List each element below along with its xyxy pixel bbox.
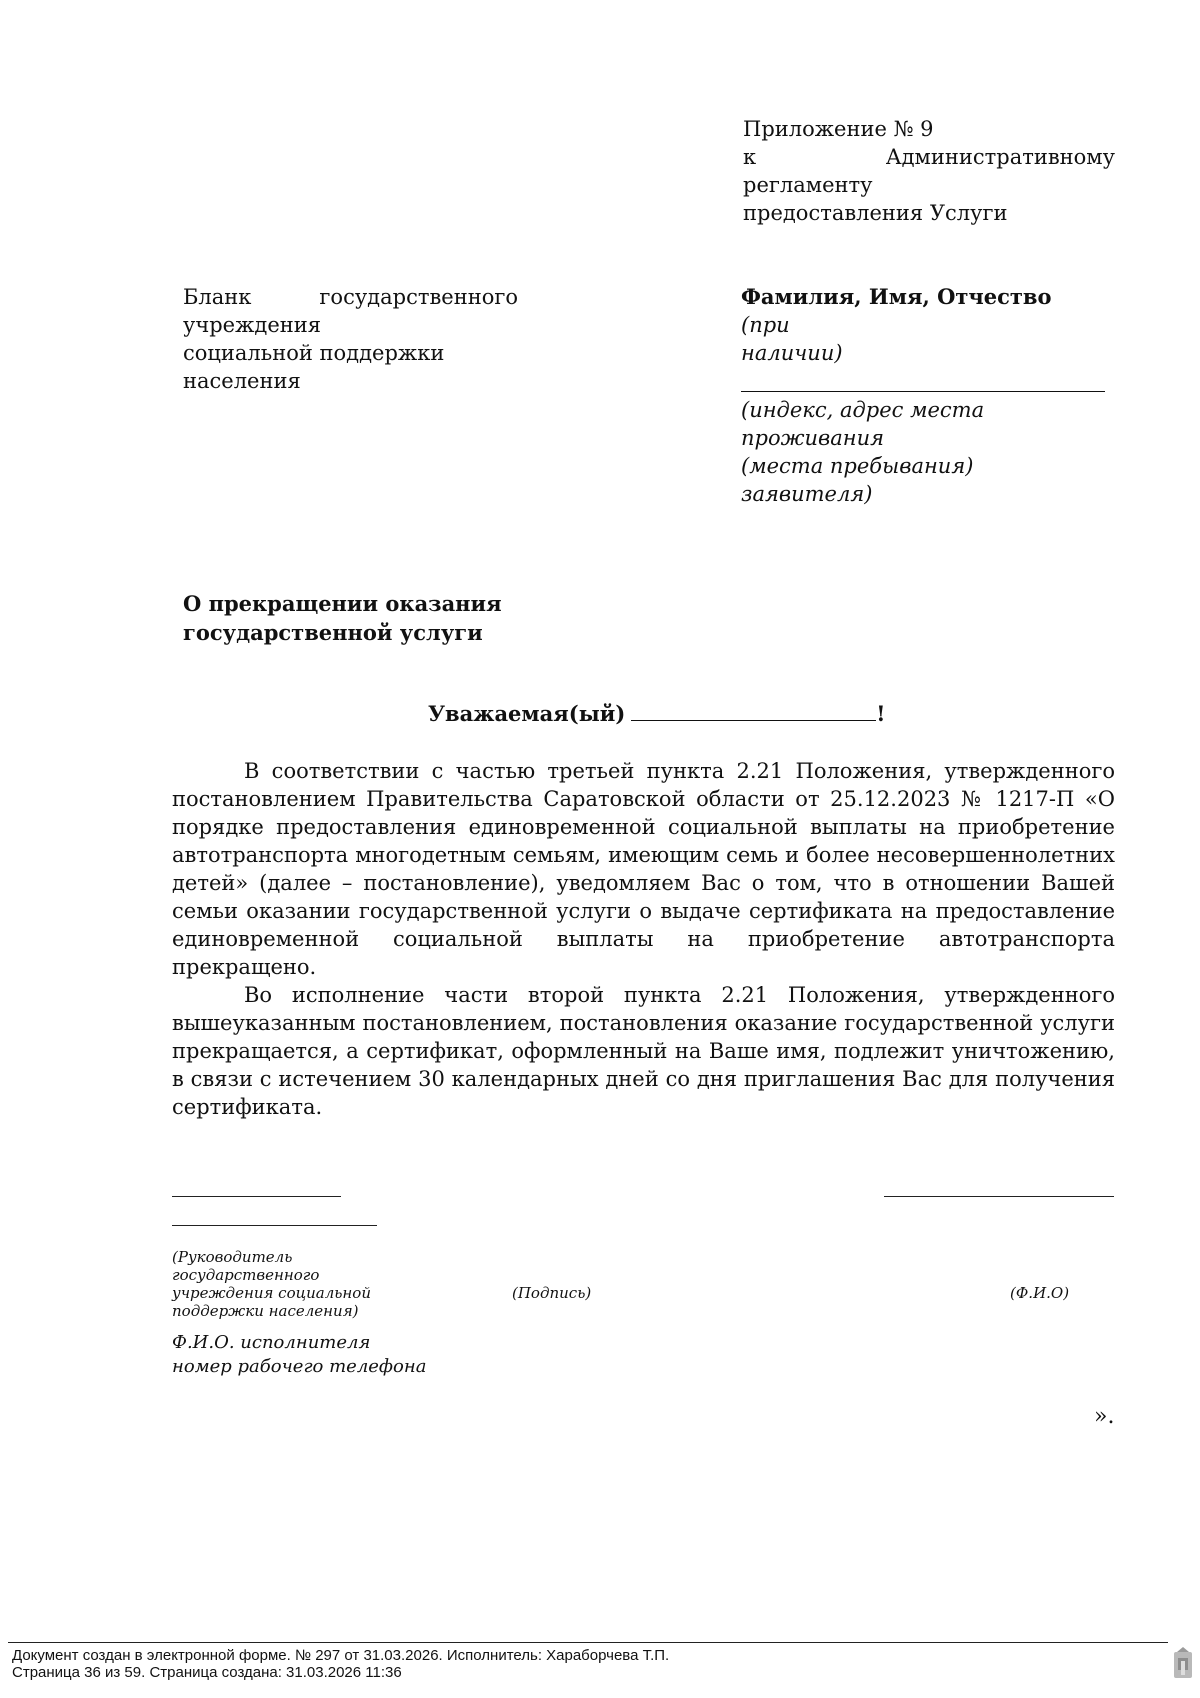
signature-position-line-2 xyxy=(172,1225,377,1226)
recipient-name-note-2: наличии) xyxy=(741,341,843,365)
body-paragraph-2: Во исполнение части второй пункта 2.21 Положения, утвержденного вышеуказанным постановлением, постановления оказание государственной услуги прекращается, а сертификат, оформленный на Ваше имя, подлежит уничтожению, в связи с истечением 30 календарных дней со дня приглашения Вас для получения сертификата. xyxy=(172,983,1115,1119)
recipient-address-label-2: (места пребывания) заявителя) xyxy=(741,454,974,506)
closing-quote: ». xyxy=(1094,1404,1115,1429)
blank-word-state: государственного xyxy=(319,285,518,309)
body-paragraph-1: В соответствии с частью третьей пункта 2.21 Положения, утвержденного постановлением Правительства Саратовской области от 25.12.2023 № 1217-П «О порядке предоставления единовременной социальной выплаты на приобретение автотранспорта многодетным семьям, имеющим семь и более несовершеннолетних детей» (далее – постановление), уведомляем Вас о том, что в отношении Вашей семьи оказании государственной услуги о выдаче сертификата на предоставление единовременной социальной выплаты на приобретение автотранспорта прекращено. xyxy=(172,759,1115,979)
head-label-line-3: поддержки населения) xyxy=(172,1302,359,1320)
signature-position-line-1 xyxy=(172,1196,341,1197)
recipient-name-note-1: (при xyxy=(741,313,790,337)
document-footer xyxy=(12,1647,669,1681)
recipient-address-underline xyxy=(741,367,1105,392)
recipient-block xyxy=(741,283,1105,508)
signature-fio-label: (Ф.И.О) xyxy=(1010,1284,1070,1302)
blank-line-1 xyxy=(183,283,518,311)
appendix-service: предоставления Услуги xyxy=(743,201,1008,225)
head-label-line-1: (Руководитель государственного xyxy=(172,1248,320,1284)
recipient-name-line xyxy=(741,283,1105,339)
footer-page-info: Страница 36 из 59. Страница создана: 31.03.2026 11:36 xyxy=(12,1664,402,1681)
greeting-salutation: Уважаемая(ый) xyxy=(428,701,626,726)
greeting-exclamation: ! xyxy=(876,701,886,726)
blank-word-blank: Бланк xyxy=(183,285,252,309)
appendix-number: Приложение № 9 xyxy=(743,117,934,141)
greeting-name-blank xyxy=(631,700,876,721)
executor-name-label: Ф.И.О. исполнителя xyxy=(172,1332,371,1353)
institution-blank xyxy=(183,283,518,395)
letter-greeting xyxy=(428,700,886,728)
head-label-line-2: учреждения социальной xyxy=(172,1284,371,1302)
subject-line-1: О прекращении оказания xyxy=(183,591,502,616)
blank-line-3: социальной поддержки xyxy=(183,341,445,365)
blank-line-4: населения xyxy=(183,369,301,393)
recipient-name-label: Фамилия, Имя, Отчество xyxy=(741,284,1052,309)
appendix-regulation: к Административному регламенту xyxy=(743,145,1115,197)
letter-body xyxy=(172,757,1115,1121)
footer-document-info: Документ создан в электронной форме. № 297 от 31.03.2026. Исполнитель: Хараборчева Т.П. xyxy=(12,1647,670,1664)
signature-sign-label: (Подпись) xyxy=(512,1284,592,1302)
signature-head-label xyxy=(172,1248,432,1320)
blank-line-2: учреждения xyxy=(183,313,322,337)
subject-line-2: государственной услуги xyxy=(183,620,483,645)
footer-divider xyxy=(8,1642,1168,1643)
executor-info xyxy=(172,1331,426,1379)
coat-of-arms-icon xyxy=(1172,1646,1194,1680)
appendix-header xyxy=(743,115,1115,227)
executor-phone-label: номер рабочего телефона xyxy=(172,1356,427,1377)
signature-fio-line xyxy=(884,1196,1114,1197)
recipient-address-label-1: (индекс, адрес места проживания xyxy=(741,398,985,450)
letter-subject xyxy=(183,589,583,647)
